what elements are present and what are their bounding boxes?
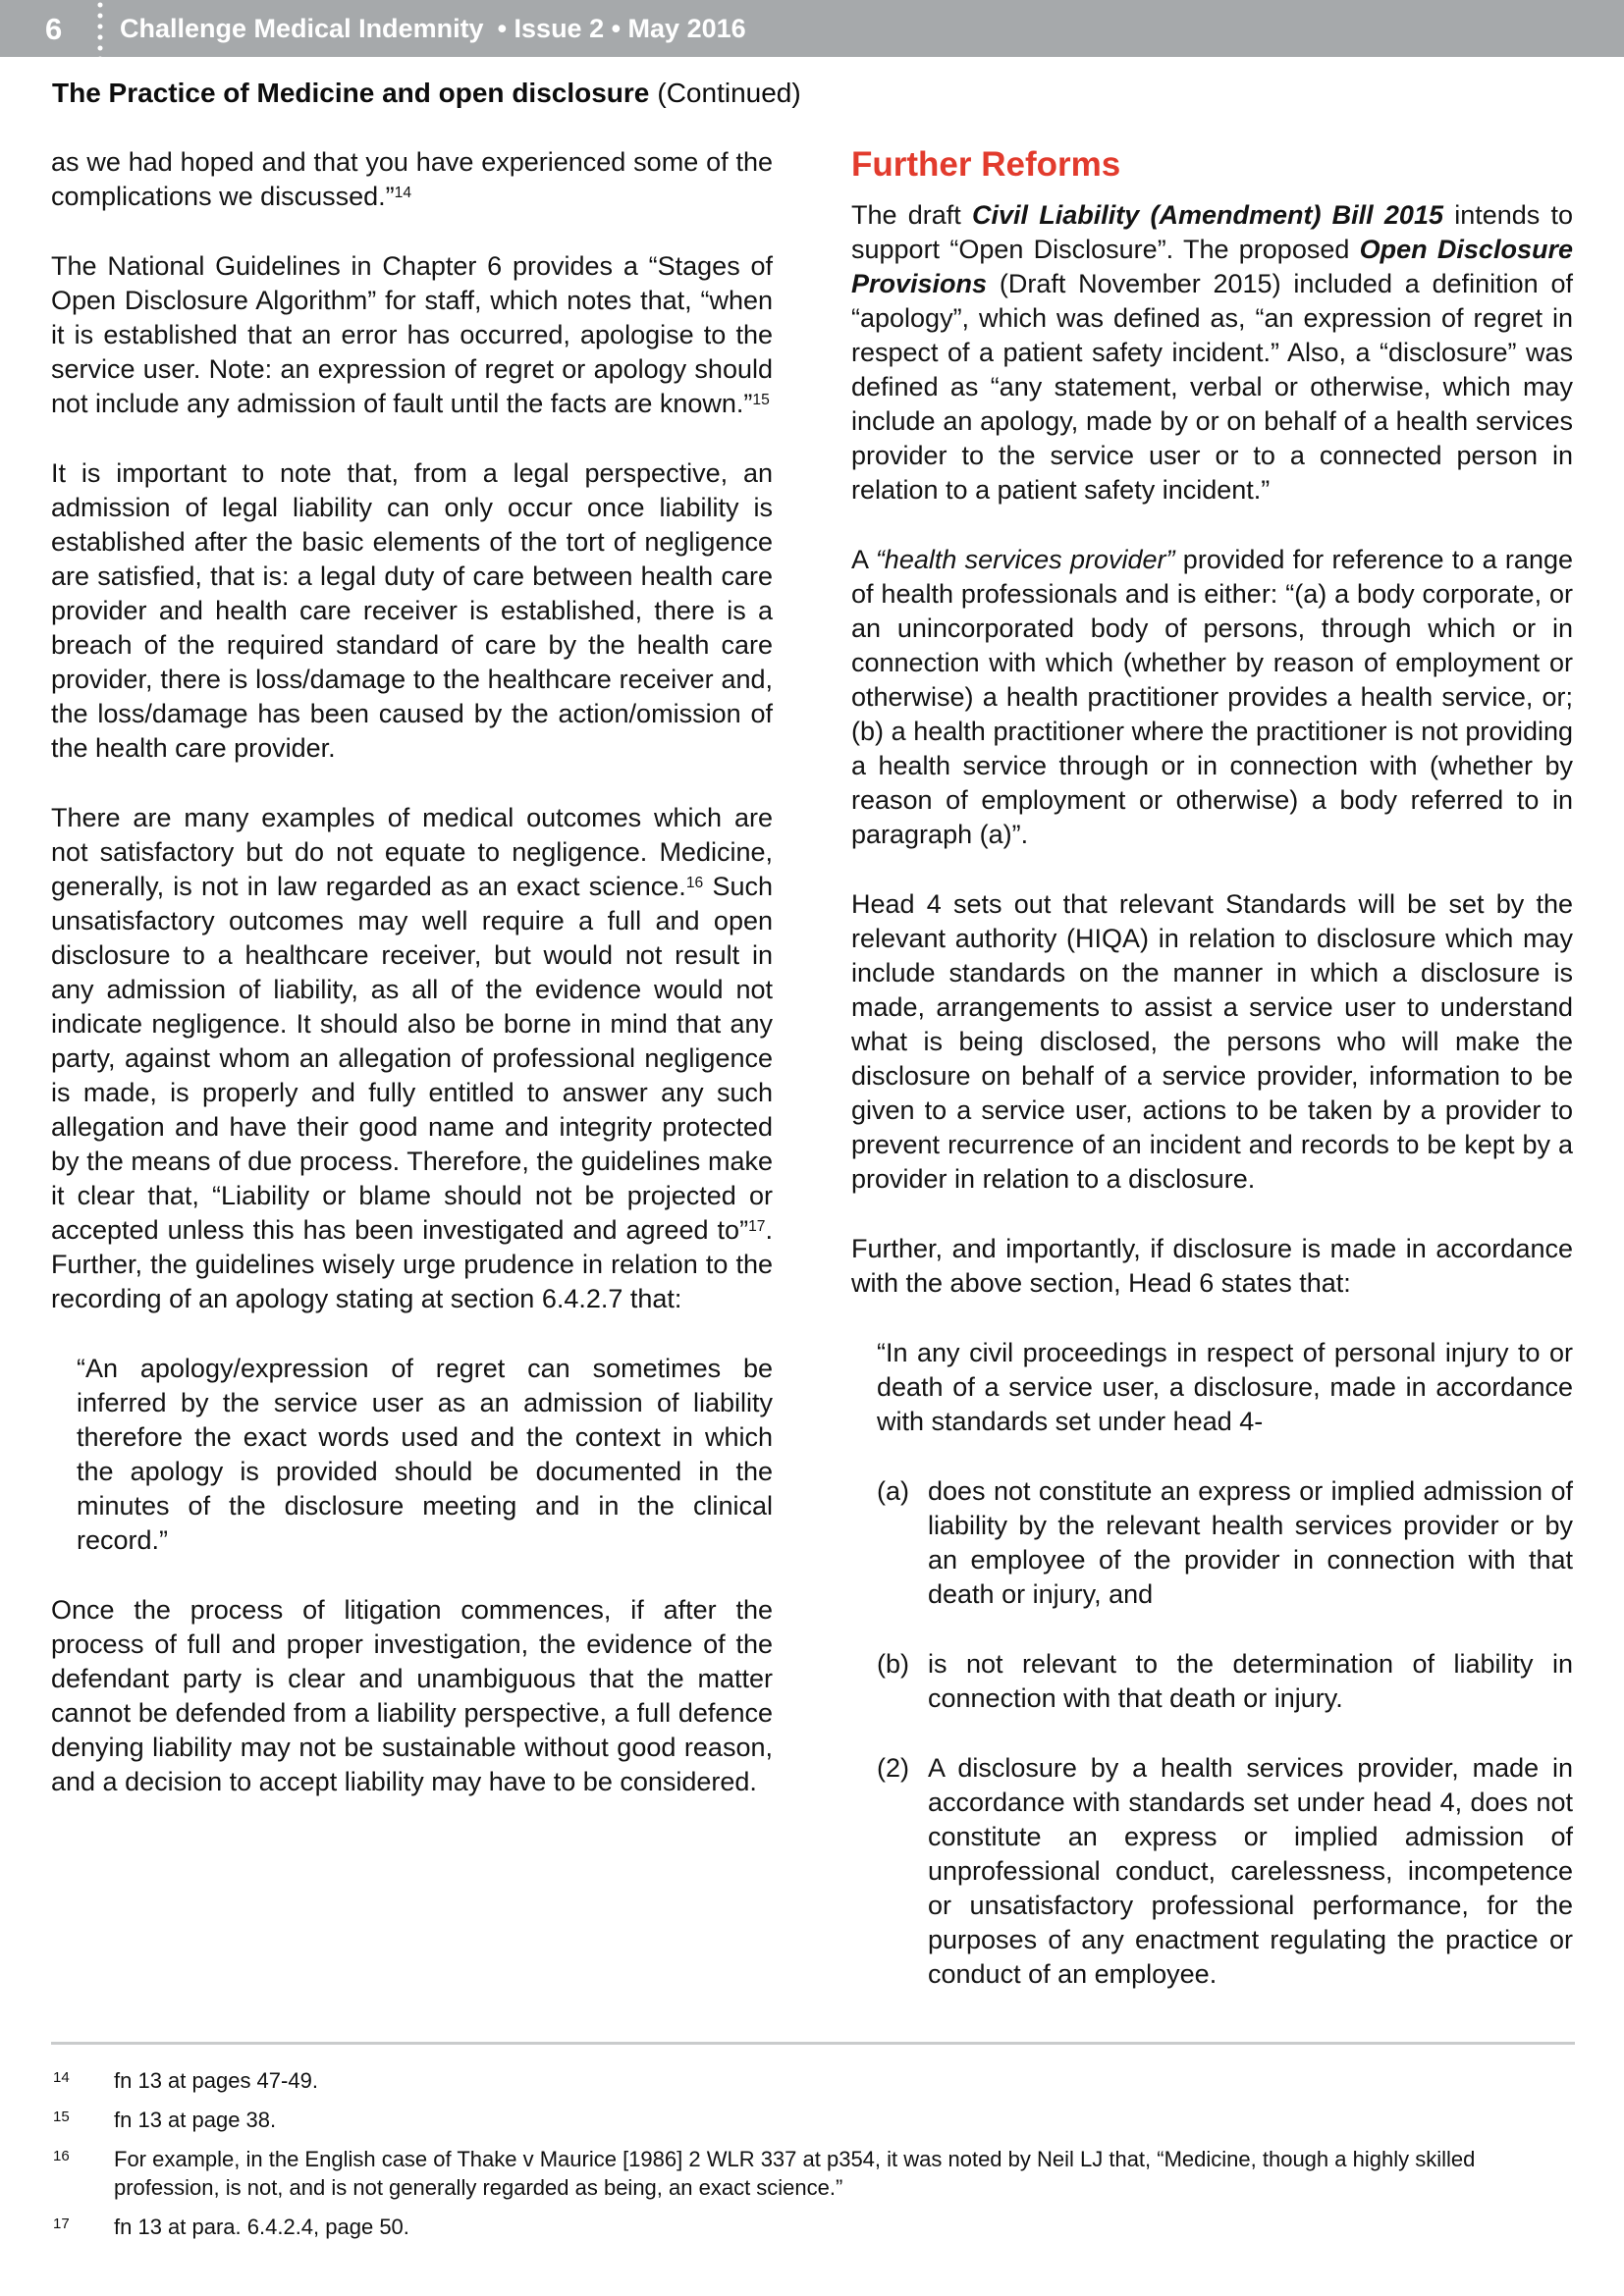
text-run: Open Disclosure Provisions <box>851 235 1573 298</box>
text-run: There are many examples of medical outcomes which are not satisfactory but do not equate to negligence. Medicine, generally, is not in law regarded as an exact science. <box>51 803 773 901</box>
article-title <box>52 77 801 110</box>
list-paragraph <box>877 1474 1573 1612</box>
footnote-ref: 15 <box>752 392 770 409</box>
footnotes <box>51 2042 1575 2252</box>
text-run: provided for reference to a range of health professionals and is either: “(a) a body corporate, or an unincorporated body of persons, through which or in connection with which (whether by reason of employment or otherwise) a health practitioner provides a health service, or; (b) a health practitioner where the practitioner is not providing a health service through or in connection with (whether by reason of employment or otherwise) a body referred to in paragraph (a)”. <box>851 545 1573 849</box>
text-run: The draft <box>851 200 972 230</box>
text-run: . Further, the guidelines wisely urge prudence in relation to the recording of an apology stating at section 6.4.2.7 that: <box>51 1215 773 1313</box>
footnote-number: 17 <box>53 2216 70 2232</box>
continued-label: (Continued) <box>657 78 801 108</box>
text-run: Such unsatisfactory outcomes may well require a full and open disclosure to a healthcare receiver, but would not result in any admission of liability, as all of the evidence would not indicate negligence. It should also be borne in mind that any party, against whom an allegation of professional negligence is made, is properly and fully entitled to answer any such allegation and have their good name and integrity protected by the means of due process. Therefore, the guidelines make it clear that, “Liability or blame should not be projected or accepted unless this has been investigated and agreed to” <box>51 872 773 1245</box>
footnote-number: 16 <box>53 2148 70 2164</box>
footnote-text: fn 13 at para. 6.4.2.4, page 50. <box>114 2215 409 2239</box>
text-run: Civil Liability (Amendment) Bill 2015 <box>972 200 1443 230</box>
text-run: as we had hoped and that you have experienced some of the complications we discussed.” <box>51 147 773 211</box>
newsletter-title: Challenge Medical Indemnity <box>120 14 484 43</box>
footnote-divider <box>51 2042 1575 2045</box>
text-run: A disclosure by a health services provider, made in accordance with standards set under head 4, does not constitute an express or implied admission of unprofessional conduct, carelessness, incompetence or unsatisfactory professional performance, for the purposes of any enactment regulating the practice or conduct of an employee. <box>928 1753 1573 1989</box>
page-header <box>0 0 1624 57</box>
footnote-number: 15 <box>53 2109 70 2125</box>
text-run: The National Guidelines in Chapter 6 provides a “Stages of Open Disclosure Algorithm” for staff, which notes that, “when it is established that an error has occurred, apologise to the service user. Note: an expression of regret or apology should not include any admission of fault until the facts are known.” <box>51 251 773 418</box>
two-column-body <box>51 145 1573 2027</box>
dotted-divider <box>97 0 103 71</box>
body-paragraph <box>851 887 1573 1197</box>
text-run: “health services provider” <box>875 545 1175 574</box>
body-paragraph <box>51 145 773 214</box>
body-paragraph <box>51 1593 773 1799</box>
body-paragraph <box>851 1232 1573 1301</box>
text-run: Head 4 sets out that relevant Standards will be set by the relevant authority (HIQA) in relation to disclosure which may include standards on the manner in which a disclosure is made, arrangements to assist a service user to understand what is being disclosed, the persons who will make the disclosure on behalf of a service provider, information to be given to a service user, actions to be taken by a provider to prevent recurrence of an incident and records to be kept by a provider in relation to a disclosure. <box>851 889 1573 1194</box>
right-column-text <box>851 198 1573 1992</box>
block-quote-paragraph <box>77 1352 773 1558</box>
list-paragraph <box>877 1647 1573 1716</box>
footnote-list <box>51 2066 1575 2241</box>
footnote-text: fn 13 at page 38. <box>114 2108 277 2132</box>
footnote-text: fn 13 at pages 47-49. <box>114 2068 318 2093</box>
article-title-text: The Practice of Medicine and open disclosure <box>52 78 650 108</box>
left-column <box>51 145 773 2027</box>
block-quote-paragraph <box>877 1336 1573 1439</box>
footnote-item <box>51 2066 1575 2095</box>
body-paragraph <box>51 249 773 421</box>
text-run: does not constitute an express or implied admission of liability by the relevant health services provider or by an employee of the provider in connection with that death or injury, and <box>928 1476 1573 1609</box>
footnote-ref: 14 <box>394 185 412 202</box>
list-marker: (2) <box>877 1753 909 1783</box>
text-run: is not relevant to the determination of liability in connection with that death or injury. <box>928 1649 1573 1713</box>
footnote-item <box>51 2145 1575 2202</box>
text-run: Further, and importantly, if disclosure is made in accordance with the above section, Head 6 states that: <box>851 1234 1573 1298</box>
footnote-number: 14 <box>53 2069 70 2086</box>
text-run: intends to support “Open Disclosure”. The proposed <box>851 200 1574 264</box>
footnote-ref: 17 <box>748 1218 766 1236</box>
newsletter-masthead <box>120 14 746 44</box>
list-marker: (a) <box>877 1476 909 1506</box>
text-run: “An apology/expression of regret can sometimes be inferred by the service user as an admission of liability therefore the exact words used and the context in which the apology is provided should be documented in the minutes of the disclosure meeting and in the clinical record.” <box>77 1354 773 1555</box>
footnote-text: For example, in the English case of Thake v Maurice [1986] 2 WLR 337 at p354, it was noted by Neil LJ that, “Medicine, though a highly skilled profession, is not, and is not generally regarded as being, an exact science.” <box>114 2147 1476 2200</box>
footnote-ref: 16 <box>685 875 704 892</box>
text-run: (Draft November 2015) included a definition of “apology”, which was defined as, “an expression of regret in respect of a patient safety incident.” Also, a “disclosure” was defined as “any statement, verbal or otherwise, which may include an apology, made by or on behalf of a health services provider to the service user or to a connected person in relation to a patient safety incident.” <box>851 269 1573 505</box>
body-paragraph <box>851 543 1573 852</box>
body-paragraph <box>851 198 1573 507</box>
body-paragraph <box>51 801 773 1316</box>
text-run: Once the process of litigation commences, if after the process of full and proper investigation, the evidence of the defendant party is clear and unambiguous that the matter cannot be defended from a liability perspective, a full defence denying liability may not be sustainable without good reason, and a decision to accept liability may have to be considered. <box>51 1595 773 1796</box>
footnote-item <box>51 2213 1575 2241</box>
right-column <box>851 145 1573 2027</box>
footnote-item <box>51 2106 1575 2134</box>
list-marker: (b) <box>877 1649 909 1679</box>
text-run: It is important to note that, from a legal perspective, an admission of legal liability can only occur once liability is established after the basic elements of the tort of negligence are satisfied, that is: a legal duty of care between health care provider and health care receiver is established, there is a breach of the required standard of care by the health care provider, there is loss/damage to the healthcare receiver and, the loss/damage has been caused by the action/omission of the health care provider. <box>51 458 773 763</box>
section-heading: Further Reforms <box>851 145 1121 184</box>
text-run: A <box>851 545 876 574</box>
text-run: “In any civil proceedings in respect of personal injury to or death of a service user, a disclosure, made in accordance with standards set under head 4- <box>877 1338 1573 1436</box>
list-paragraph <box>877 1751 1573 1992</box>
page-number: 6 <box>45 12 63 46</box>
issue-info: • Issue 2 • May 2016 <box>497 14 746 43</box>
body-paragraph <box>51 456 773 766</box>
